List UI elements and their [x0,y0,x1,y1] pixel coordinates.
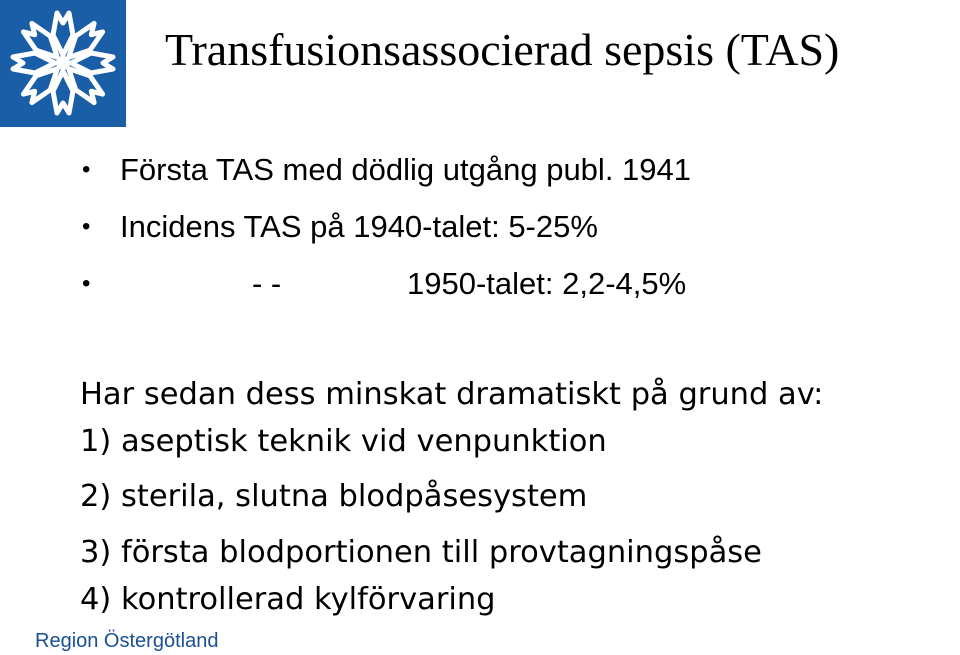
ditto-mark: - - [252,266,282,301]
body-list-item: 4) kontrollerad kylförvaring [80,582,496,617]
body-list-item: 3) första blodportionen till provtagningspåse [80,535,762,570]
footer-organization: Region Östergötland [35,630,219,652]
bullet-item [82,207,782,247]
bullet-item [82,264,782,304]
body-list-item: 2) sterila, slutna blodpåsesystem [80,479,588,514]
bullet-dot-icon: • [82,156,91,183]
bullet-dot-icon: • [82,270,91,297]
flower-logo-icon [0,0,126,127]
body-intro: Har sedan dess minskat dramatiskt på grund av: [80,377,824,412]
bullet-text: Första TAS med dödlig utgång publ. 1941 [120,152,692,187]
bullet-item [82,150,782,190]
body-list-item: 1) aseptisk teknik vid venpunktion [80,424,607,459]
bullet-text: 1950-talet: 2,2-4,5% [407,266,687,301]
slide-title: Transfusionsassocierad sepsis (TAS) [165,24,840,75]
region-logo [0,0,126,127]
bullet-dot-icon: • [82,213,91,240]
bullet-text: Incidens TAS på 1940-talet: 5-25% [120,209,598,244]
